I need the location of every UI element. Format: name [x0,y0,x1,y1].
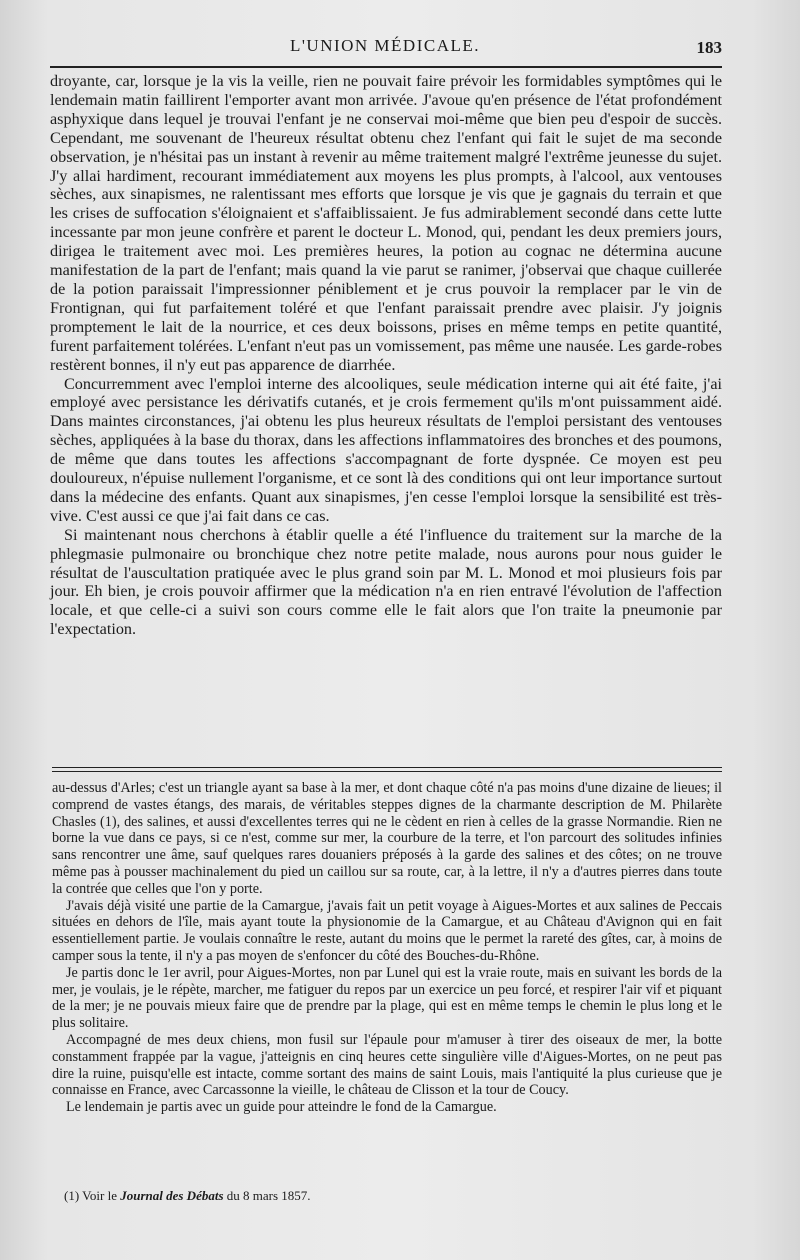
paragraph: au-dessus d'Arles; c'est un triangle ayant sa base à la mer, et dont chaque côté n'a pas moins d'une dizaine de lieues; il comprend de vastes étangs, des marais, de véritables steppes dignes de la charmante description de M. Philarète Chasles (1), des salines, et aussi d'excellentes terres qui ne le cèdent en rien à celles de la grasse Normandie. Rien ne borne la vue dans ce pays, si ce n'est, comme sur mer, la courbure de la terre, et l'on parcourt des solitudes infinies sans rencontrer une âme, sauf quelques rares douaniers préposés à la garde des salines et des côtes; on ne trouve même pas à pousser machinalement du pied un caillou sur sa route, car, à la lettre, il n'y a d'autres pierres dans toute la contrée que celles que l'on y porte. [52,780,722,897]
footnote [64,1188,722,1204]
paragraph: Concurremment avec l'emploi interne des alcooliques, seule médication interne qui ait été faite, j'ai employé avec persistance les dérivatifs cutanés, et je crois fermement qu'ils m'ont puissamment aidé. Dans maintes circonstances, j'ai obtenu les plus heureux résultats de l'emploi persistant des ventouses sèches, appliquées à la base du thorax, dans les affections inflammatoires des bronches et des poumons, de même que dans toutes les affections s'accompagnant de forte dyspnée. Ce moyen est peu douloureux, n'épuise nullement l'organisme, et ce sont là des conditions qui ont leur importance surtout dans la médecine des enfants. Quant aux sinapismes, j'en cesse l'emploi lorsque la sensibilité est très-vive. C'est aussi ce que j'ai fait dans ce cas. [50,374,722,525]
running-title: L'UNION MÉDICALE. [289,36,481,55]
paragraph: Si maintenant nous cherchons à établir quelle a été l'influence du traitement sur la marche de la phlegmasie pulmonaire ou bronchique chez notre petite malade, nous aurons pour nous guider le résultat de l'auscultation pratiquée avec le plus grand soin par M. L. Monod et moi plusieurs fois par jour. Eh bien, je crois pouvoir affirmer que la médication n'a en rien entravé l'évolution de l'affection locale, et que celle-ci a suivi son cours comme elle le fait alors que l'on traite la pneumonie par l'expectation. [50,525,722,639]
separator-rule [52,767,722,768]
feuilleton-text [52,780,722,1116]
paragraph: droyante, car, lorsque je la vis la veille, rien ne pouvait faire prévoir les formidables symptômes qui le lendemain matin faillirent l'emporter avant mon arrivée. J'avoue qu'en présence de l'état profondément asphyxique dans lequel je trouvai l'enfant je ne conservai moi-même que bien peu d'espoir de succès. Cependant, me souvenant de l'heureux résultat obtenu chez l'enfant qui fait le sujet de ma seconde observation, je n'hésitai pas un instant à revenir au même traitement malgré l'extrême jeunesse du sujet. J'y allai hardiment, recourant immédiatement aux moyens les plus prompts, à l'alcool, aux ventouses sèches, aux sinapismes, ne ralentissant mes efforts que lorsque je vis que je gagnais du terrain et que les crises de suffocation s'éloignaient et s'affaiblissaient. Je fus admirablement secondé dans cette lutte incessante par mon jeune confrère et parent le docteur L. Monod, qui, pendant les deux premiers jours, dirigea le traitement avec moi. Les premières heures, la potion au cognac ne détermina aucune manifestation de la part de l'enfant; mais quand la vie parut se ranimer, j'observai que chaque cuillerée de la potion paraissait l'impressionner péniblement et je crus pouvoir la remplacer par le vin de Frontignan, qui fut parfaitement toléré et que l'enfant paraissait prendre avec plaisir. J'y joignis promptement le lait de la nourrice, et ces deux boissons, prises en même temps en petite quantité, furent parfaitement tolérées. L'enfant n'eut pas un vomissement, pas même une nausée. Les garde-robes restèrent bonnes, il n'y eut pas apparence de diarrhée. [50,72,722,374]
footnote-source: Journal des Débats [120,1188,224,1203]
feuilleton-separator [52,767,722,775]
header-rule [50,66,722,68]
main-text [50,72,722,639]
separator-rule [52,771,722,772]
paragraph: J'avais déjà visité une partie de la Camargue, j'avais fait un petit voyage à Aigues-Mortes et aux salines de Peccais situées en dehors de l'île, mais ayant toute la physionomie de la Camargue, et au Château d'Avignon qui en fait essentiellement partie. Je voulais connaître le reste, autant du moins que le permet la rareté des gîtes, car, à moins de camper sous la tente, il n'y a pas moyen de s'enfoncer du côté des Bouches-du-Rhône. [52,897,722,964]
paragraph: Je partis donc le 1er avril, pour Aigues-Mortes, non par Lunel qui est la vraie route, mais en suivant les bords de la mer, je voulais, je le répète, marcher, me fatiguer du repos par un exercice un peu forcé, et respirer l'air vif et piquant de la mer; je ne pouvais mieux faire que de prendre par la plage, qui est en même temps le chemin le plus long et le plus solitaire. [52,964,722,1032]
footnote-suffix: du 8 mars 1857. [226,1188,311,1203]
footnote-prefix: (1) Voir le [64,1188,117,1203]
running-head [48,32,722,60]
page-number: 183 [696,38,722,57]
paragraph: Le lendemain je partis avec un guide pour atteindre le fond de la Camargue. [66,1099,497,1116]
paragraph: Accompagné de mes deux chiens, mon fusil sur l'épaule pour m'amuser à tirer des oiseaux de mer, la botte constamment frappée par la vague, j'atteignis en cinq heures cette singulière ville d'Aigues-Mortes, on ne peut pas dire la ruine, puisqu'elle est intacte, comme sortant des mains de saint Louis, mais l'antiquité la plus curieuse que je connaisse en France, avec Carcassonne la vieille, le château de Clisson et la tour de Coucy. [52,1031,722,1099]
